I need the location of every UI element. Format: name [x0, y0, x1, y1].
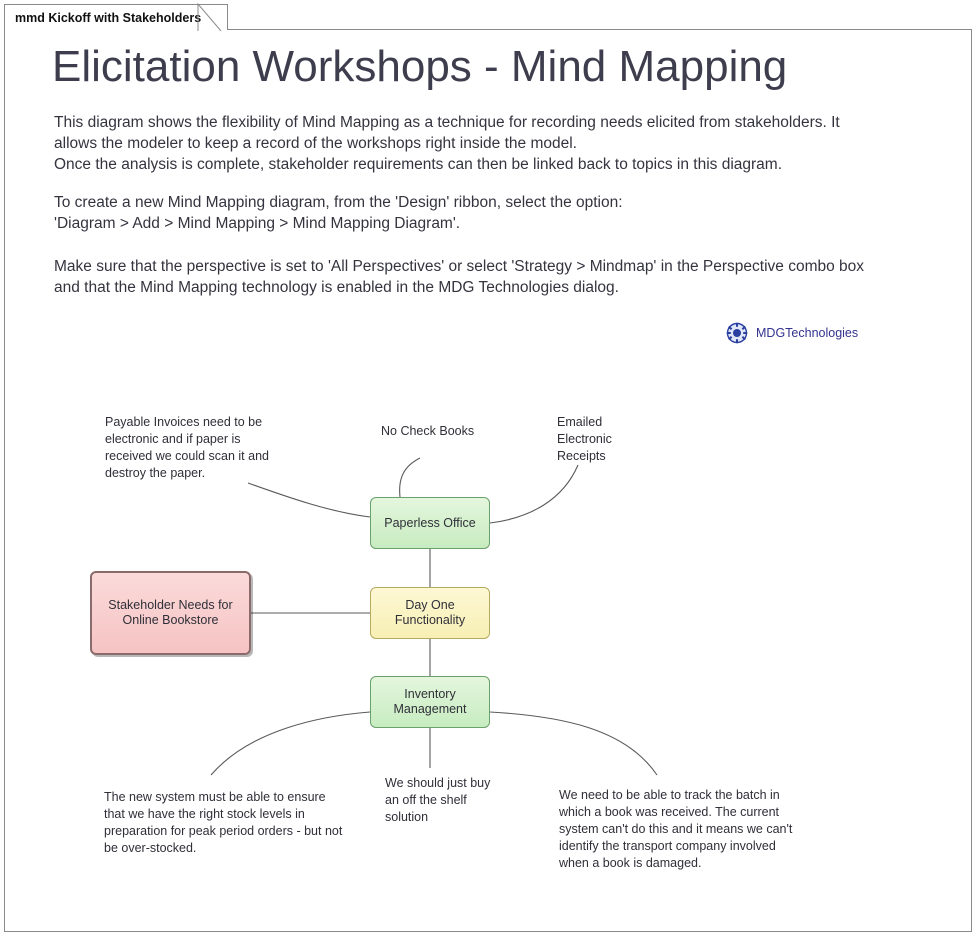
- note-no-check-books: No Check Books: [381, 424, 475, 438]
- intro-line-3: Once the analysis is complete, stakeholder requirements can then be linked back to topics in this diagram.: [54, 156, 783, 173]
- node-paperless-office[interactable]: [370, 497, 490, 549]
- intro-line-1: This diagram shows the flexibility of Mind Mapping as a technique for recording needs elicited from stakeholders. It: [54, 114, 840, 131]
- mdg-technologies-item[interactable]: [726, 322, 858, 344]
- note-emailed-electronic-receipts: Emailed Electronic Receipts: [557, 415, 612, 463]
- node-stakeholder-needs[interactable]: [90, 571, 251, 655]
- perspective-paragraph: [54, 256, 944, 298]
- node-day-one-functionality[interactable]: [370, 587, 490, 639]
- note-stock-levels: The new system must be able to ensure that we have the right stock levels in preparation for peak period orders - but not be over-stocked.: [104, 790, 343, 855]
- note-payable-invoices: Payable Invoices need to be electronic and if paper is received we could scan it and destroy the paper.: [105, 415, 269, 480]
- mdg-technologies-icon: [726, 322, 748, 344]
- node-paperless-office-label: Paperless Office: [384, 515, 476, 530]
- perspective-line-1: Make sure that the perspective is set to 'All Perspectives' or select 'Strategy > Mindmap' in the Perspective combo box: [54, 258, 865, 275]
- note-batch-tracking: We need to be able to track the batch in which a book was received. The current system can't do this and it means we can't identify the transport company involved when a book is damaged.: [559, 788, 793, 870]
- intro-line-2: allows the modeler to keep a record of the workshops right inside the model.: [54, 135, 577, 152]
- node-inventory-management-label: Inventory Management: [393, 687, 467, 716]
- node-stakeholder-needs-label: Stakeholder Needs for Online Bookstore: [108, 598, 233, 627]
- node-day-one-functionality-label: Day One Functionality: [394, 598, 466, 627]
- howto-line-1: To create a new Mind Mapping diagram, from the 'Design' ribbon, select the option:: [54, 194, 623, 211]
- page-title: Elicitation Workshops - Mind Mapping: [52, 42, 788, 91]
- node-inventory-management[interactable]: [370, 676, 490, 728]
- howto-line-2: 'Diagram > Add > Mind Mapping > Mind Mapping Diagram'.: [54, 215, 461, 232]
- note-off-the-shelf: We should just buy an off the shelf solution: [385, 776, 491, 824]
- perspective-line-2: and that the Mind Mapping technology is enabled in the MDG Technologies dialog.: [54, 279, 619, 296]
- howto-paragraph: [54, 192, 944, 234]
- mdg-technologies-label: MDGTechnologies: [756, 326, 859, 340]
- intro-paragraph: [54, 112, 944, 175]
- diagram-tab-label: mmd Kickoff with Stakeholders: [15, 10, 202, 25]
- diagram-tab[interactable]: [4, 4, 228, 30]
